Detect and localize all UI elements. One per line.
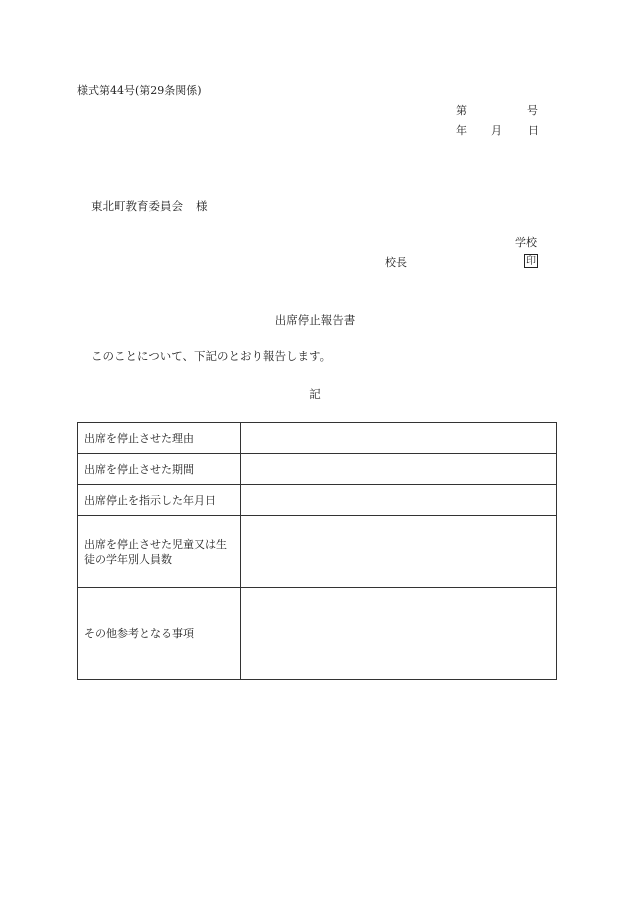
document-number-suffix: 号 [527, 104, 538, 117]
ki-heading: 記 [309, 387, 321, 401]
principal-label: 校長 [385, 256, 407, 269]
row-label [78, 423, 241, 454]
date-month-label: 月 [491, 124, 502, 137]
row-label [78, 516, 241, 588]
school-label: 学校 [515, 236, 537, 249]
row-value-cell[interactable] [241, 588, 557, 680]
row-label [78, 485, 241, 516]
table-row [78, 454, 557, 485]
row-value-cell[interactable] [241, 485, 557, 516]
recipient-name: 東北町教育委員会 [91, 199, 183, 213]
report-table [77, 422, 557, 680]
recipient-honorific: 様 [196, 199, 208, 213]
row-value-cell[interactable] [241, 516, 557, 588]
row-label-text: 出席を停止させた理由 [84, 431, 194, 445]
row-label [78, 588, 241, 680]
row-label-text: 出席停止を指示した年月日 [84, 493, 216, 507]
document-number-prefix: 第 [456, 104, 467, 117]
date-year-label: 年 [456, 124, 467, 137]
seal-mark: 印 [526, 256, 536, 267]
table-row [78, 485, 557, 516]
row-value-cell[interactable] [241, 454, 557, 485]
table-row [78, 516, 557, 588]
table-row [78, 588, 557, 680]
date-day-label: 日 [528, 124, 539, 137]
row-label-text: その他参考となる事項 [84, 627, 194, 640]
row-label [78, 454, 241, 485]
table-row [78, 423, 557, 454]
intro-text: このことについて、下記のとおり報告します。 [91, 349, 332, 363]
row-value-cell[interactable] [241, 423, 557, 454]
row-label-text: 出席を停止させた児童又は生徒の学年別人員数 [84, 537, 227, 566]
row-label-text: 出席を停止させた期間 [84, 462, 194, 476]
document-title: 出席停止報告書 [274, 313, 356, 327]
form-number: 様式第44号(第29条関係) [77, 84, 202, 97]
